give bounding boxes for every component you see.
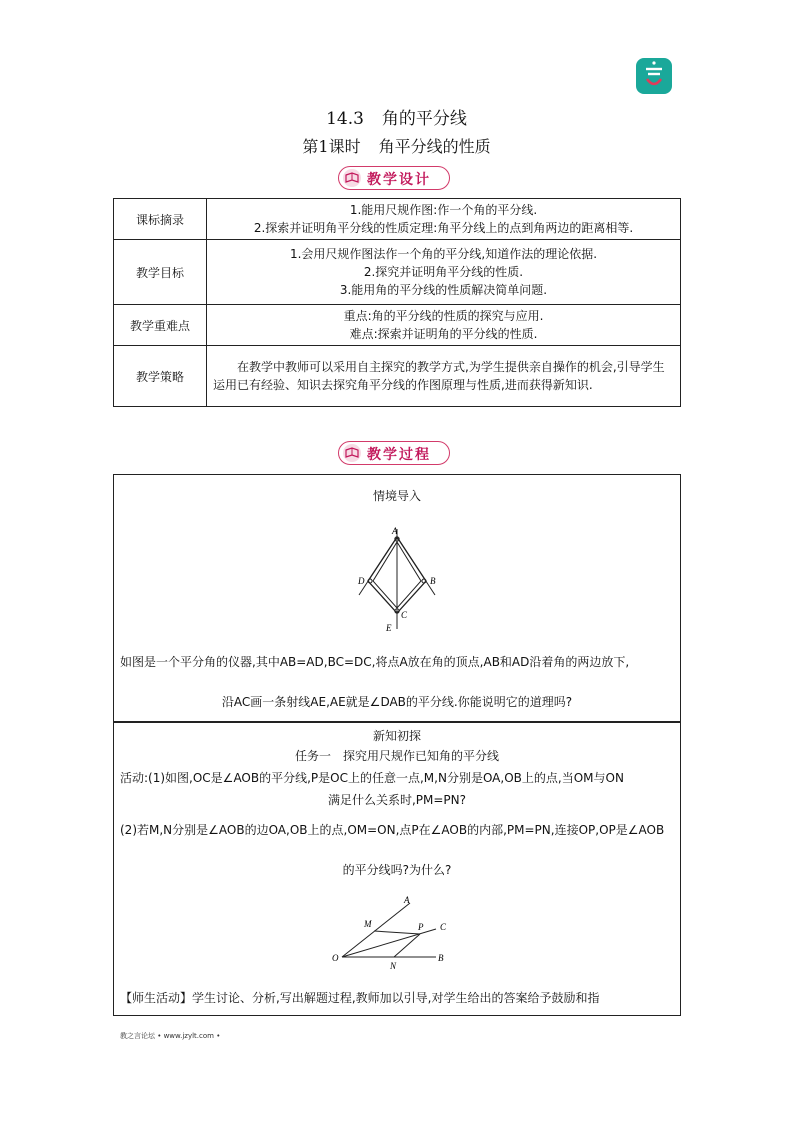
task-title: 任务一 探究用尺规作已知角的平分线 (294, 749, 499, 763)
row-content (207, 199, 681, 240)
label-c: C (401, 610, 408, 620)
logo-icon (636, 58, 672, 94)
lesson-number: 第1课时 (302, 137, 361, 156)
table-row (114, 346, 681, 407)
paragraph: 满足什么关系时,PM=PN? (327, 793, 467, 807)
paragraph: (2)若M,N分别是∠AOB的边OA,OB上的点,OM=ON,点P在∠AOB的内部,PM=PN,连接OP,OP是∠AOB (120, 823, 665, 837)
angle-bisector-figure (332, 893, 472, 973)
banner-process (338, 441, 450, 465)
paragraph: 的平分线吗?为什么? (342, 863, 452, 877)
banner-design (338, 166, 450, 190)
label-n: N (390, 961, 397, 971)
label-m: M (364, 919, 372, 929)
content-line: 难点:探索并证明角的平分线的性质. (349, 327, 538, 341)
label-e: E (386, 623, 392, 633)
section-situation (113, 474, 681, 722)
content-line: 重点:角的平分线的性质的探究与应用. (343, 309, 544, 323)
row-content (207, 240, 681, 305)
table-row (114, 240, 681, 305)
row-content: 在教学中教师可以采用自主探究的教学方式,为学生提供亲自操作的机会,引导学生运用已有经验、知识去探究角平分线的作图原理与性质,进而获得新知识. (207, 346, 681, 407)
table-row (114, 199, 681, 240)
content-line: 2.探究并证明角平分线的性质. (363, 265, 524, 279)
section-number: 14.3 (326, 109, 364, 129)
title-text: 角的平分线 (381, 109, 467, 129)
banner-design-text: 教学设计 (367, 172, 431, 188)
content-line: 1.会用尺规作图法作一个角的平分线,知道作法的理论依据. (289, 247, 598, 261)
bisector-instrument-figure (344, 523, 444, 633)
label-a: A (404, 895, 410, 905)
row-label: 课标摘录 (114, 199, 207, 240)
label-b: B (438, 953, 444, 963)
page-subtitle (0, 134, 793, 157)
paragraph: 沿AC画一条射线AE,AE就是∠DAB的平分线.你能说明它的道理吗? (221, 695, 573, 709)
subtitle-text: 角平分线的性质 (378, 137, 491, 156)
label-c: C (440, 922, 447, 932)
section-heading: 情境导入 (372, 489, 421, 503)
row-content (207, 305, 681, 346)
row-label: 教学策略 (114, 346, 207, 407)
section-new-knowledge (113, 722, 681, 1016)
page-title (0, 104, 793, 129)
book-icon (342, 443, 362, 463)
label-o: O (332, 953, 339, 963)
paragraph: 【师生活动】学生讨论、分析,写出解题过程,教师加以引导,对学生给出的答案给予鼓励和指 (120, 991, 600, 1005)
label-b: B (430, 576, 436, 586)
label-d: D (358, 576, 365, 586)
row-label: 教学重难点 (114, 305, 207, 346)
label-a: A (392, 526, 398, 536)
row-label: 教学目标 (114, 240, 207, 305)
banner-process-text: 教学过程 (367, 447, 431, 463)
content-line: 1.能用尺规作图:作一个角的平分线. (349, 203, 538, 217)
footer: 教之言论坛 • www.jzylt.com • (120, 1032, 221, 1040)
paragraph: 活动:(1)如图,OC是∠AOB的平分线,P是OC上的任意一点,M,N分别是OA,OB上的点,当OM与ON (120, 771, 624, 785)
content-line: 3.能用角的平分线的性质解决简单问题. (339, 283, 548, 297)
content-line: 2.探索并证明角平分线的性质定理:角平分线上的点到角两边的距离相等. (253, 221, 634, 235)
label-p: P (418, 922, 424, 932)
book-icon (342, 168, 362, 188)
section-heading: 新知初探 (372, 729, 421, 743)
design-table (113, 198, 681, 407)
table-row (114, 305, 681, 346)
paragraph: 如图是一个平分角的仪器,其中AB=AD,BC=DC,将点A放在角的顶点,AB和AD沿着角的两边放下, (120, 655, 630, 669)
